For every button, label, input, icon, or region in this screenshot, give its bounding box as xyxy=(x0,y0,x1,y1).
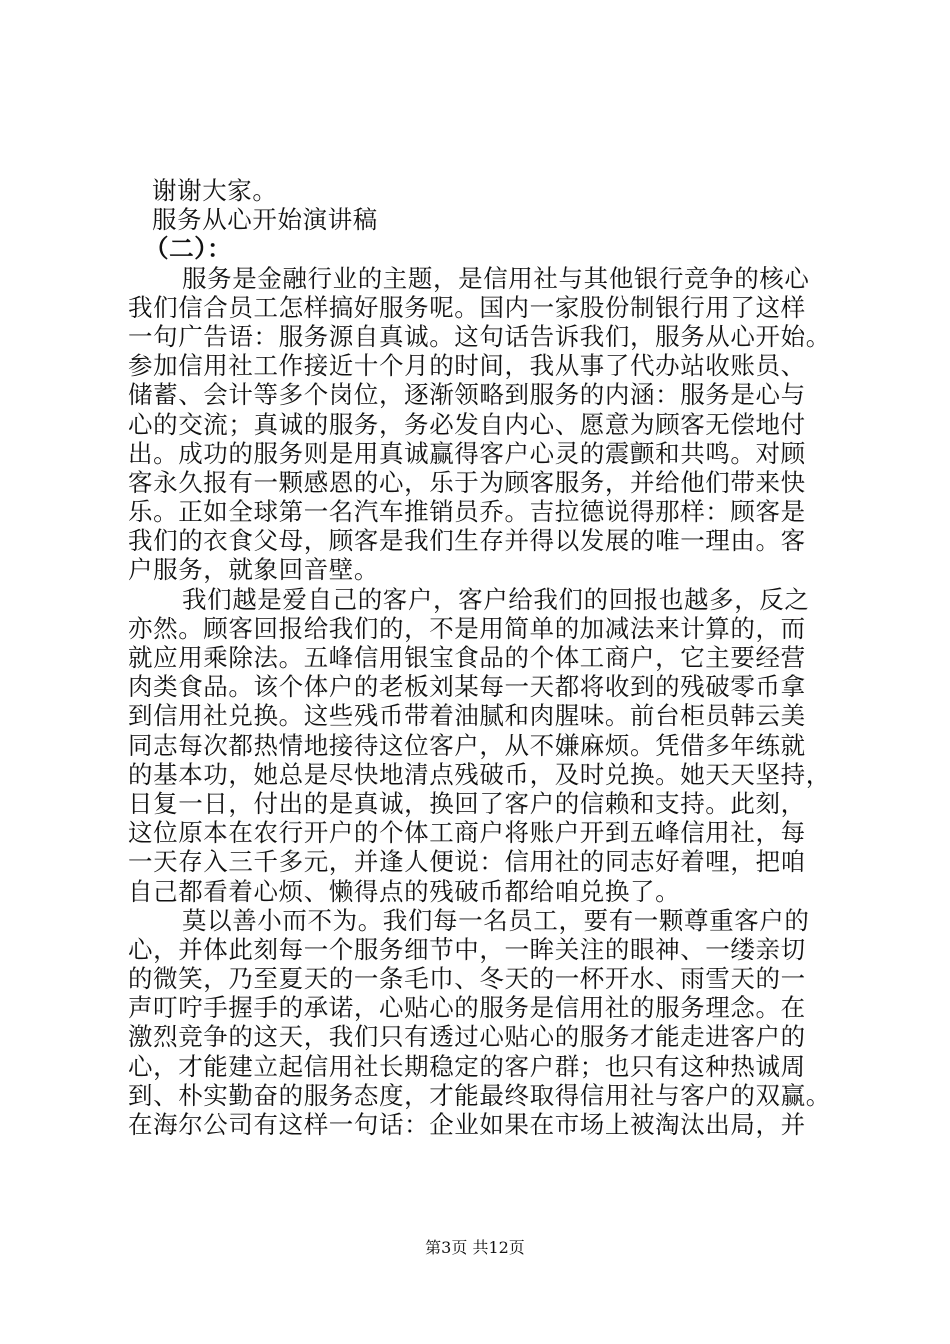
paragraph-line: 声叮咛手握手的承诺，心贴心的服务是信用社的服务理念。在 xyxy=(128,993,806,1023)
paragraph-line: 的基本功，她总是尽快地清点残破币，及时兑换。她天天坚持， xyxy=(128,759,831,789)
paragraph-line: 到信用社兑换。这些残币带着油腻和肉腥味。前台柜员韩云美 xyxy=(128,701,806,731)
paragraph-line: 亦然。顾客回报给我们的，不是用简单的加减法来计算的，而 xyxy=(128,613,806,643)
paragraph-line: 参加信用社工作接近十个月的时间，我从事了代办站收账员、 xyxy=(128,351,806,381)
paragraph-line: 客永久报有一颗感恩的心，乐于为顾客服务，并给他们带来快 xyxy=(128,467,806,497)
paragraph-line: 出。成功的服务则是用真诚赢得客户心灵的震颤和共鸣。对顾 xyxy=(128,438,806,468)
paragraph-line: 服务是金融行业的主题，是信用社与其他银行竞争的核心 xyxy=(182,263,810,293)
paragraph-line: 的微笑，乃至夏天的一条毛巾、冬天的一杯开水、雨雪天的一 xyxy=(128,964,806,994)
paragraph-line: 莫以善小而不为。我们每一名员工，要有一颗尊重客户的 xyxy=(182,905,810,935)
paragraph-1 xyxy=(128,264,848,585)
document-title: 服务从心开始演讲稿 xyxy=(152,205,378,235)
paragraph-line: 在海尔公司有这样一句话：企业如果在市场上被淘汰出局，并 xyxy=(128,1110,806,1139)
paragraph-2 xyxy=(128,585,848,906)
paragraph-line: 肉类食品。该个体户的老板刘某每一天都将收到的残破零币拿 xyxy=(128,672,806,702)
paragraph-line: 心的交流；真诚的服务，务必发自内心、愿意为顾客无偿地付 xyxy=(128,409,806,439)
paragraph-line: 这位原本在农行开户的个体工商户将账户开到五峰信用社，每 xyxy=(128,818,806,848)
paragraph-line: 一句广告语：服务源自真诚。这句话告诉我们，服务从心开始。 xyxy=(128,321,831,351)
paragraph-line: 我们越是爱自己的客户，客户给我们的回报也越多，反之 xyxy=(182,584,810,614)
paragraph-line: 自己都看着心烦、懒得点的残破币都给咱兑换了。 xyxy=(128,876,681,906)
paragraph-line: 我们信合员工怎样搞好服务呢。国内一家股份制银行用了这样 xyxy=(128,292,806,322)
closing-line: 谢谢大家。 xyxy=(152,176,278,205)
paragraph-line: 心，才能建立起信用社长期稳定的客户群；也只有这种热诚周 xyxy=(128,1051,806,1081)
paragraph-line: 一天存入三千多元，并逢人便说：信用社的同志好着哩，把咱 xyxy=(128,847,806,877)
page-indicator: 第3页 共12页 xyxy=(425,1238,525,1257)
paragraph-line: 到、朴实勤奋的服务态度，才能最终取得信用社与客户的双赢。 xyxy=(128,1080,831,1110)
paragraph-line: 我们的衣食父母，顾客是我们生存并得以发展的唯一理由。客 xyxy=(128,526,806,556)
paragraph-line: 心，并体此刻每一个服务细节中，一眸关注的眼神、一缕亲切 xyxy=(128,934,806,964)
paragraph-3 xyxy=(128,906,848,1140)
paragraph-line: 激烈竞争的这天，我们只有透过心贴心的服务才能走进客户的 xyxy=(128,1022,806,1052)
paragraph-line: 乐。正如全球第一名汽车推销员乔。吉拉德说得那样：顾客是 xyxy=(128,497,806,527)
paragraph-line: 日复一日，付出的是真诚，换回了客户的信赖和支持。此刻， xyxy=(128,788,806,818)
document-body xyxy=(128,176,848,1139)
paragraph-line: 同志每次都热情地接待这位客户，从不嫌麻烦。凭借多年练就 xyxy=(128,730,806,760)
paragraph-line: 就应用乘除法。五峰信用银宝食品的个体工商户，它主要经营 xyxy=(128,643,806,672)
section-marker: （二）： xyxy=(144,234,233,264)
paragraph-line: 储蓄、会计等多个岗位，逐渐领略到服务的内涵：服务是心与 xyxy=(128,380,806,410)
paragraph-line: 户服务，就象回音壁。 xyxy=(128,555,379,585)
page-footer xyxy=(0,1237,950,1259)
